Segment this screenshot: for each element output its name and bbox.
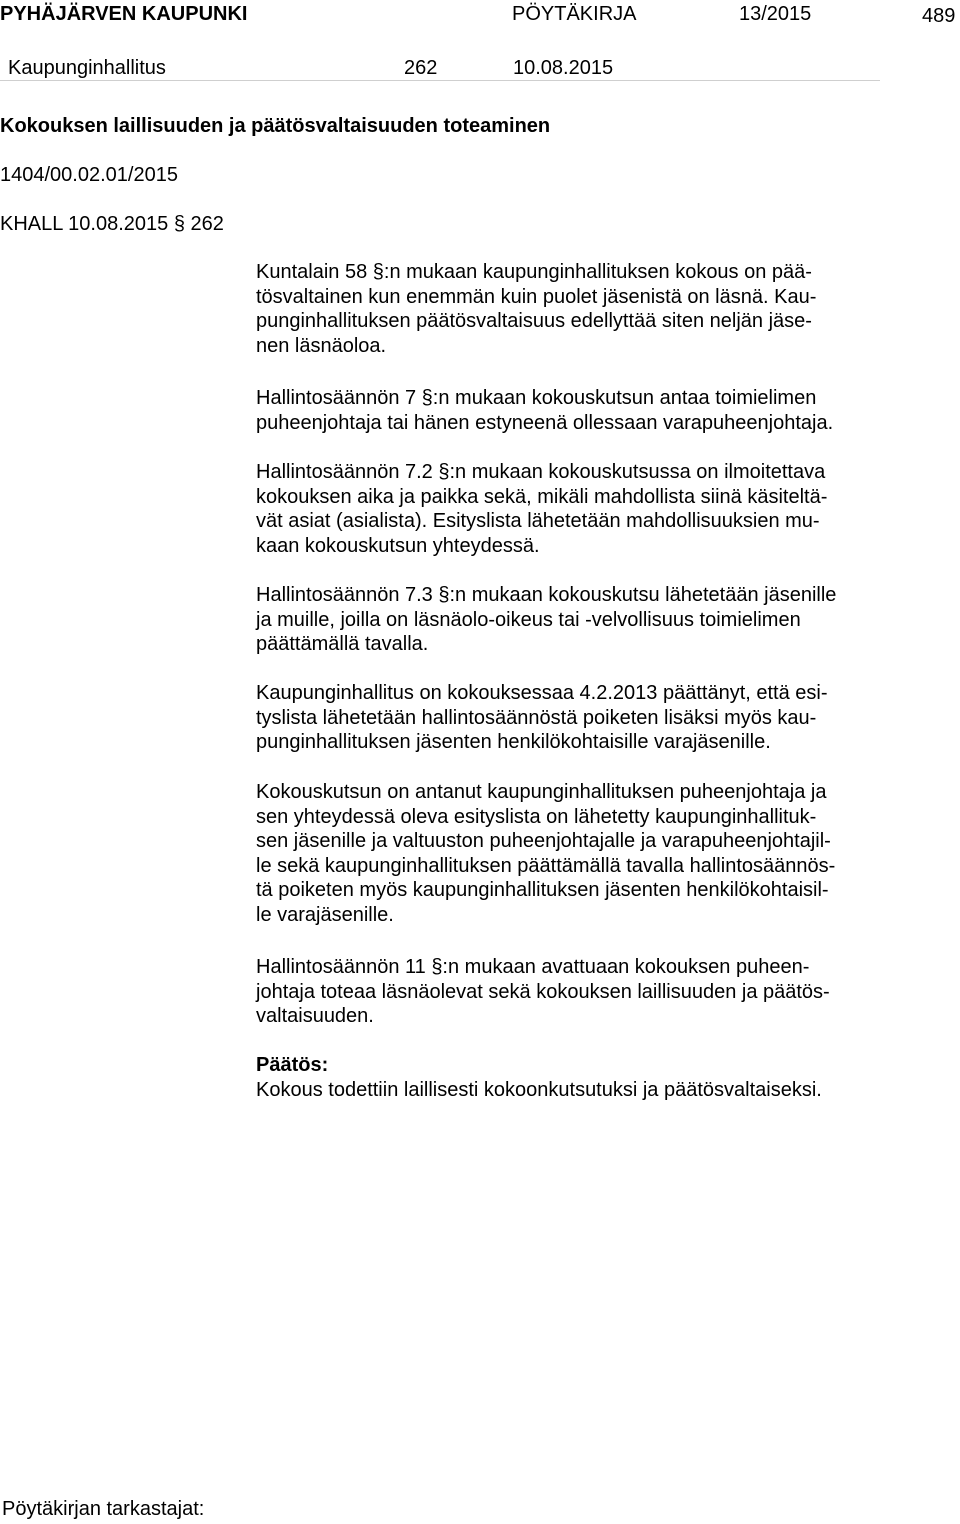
page-number: 489 bbox=[922, 5, 956, 27]
paragraph-line: päättämällä tavalla. bbox=[256, 633, 429, 655]
header-divider bbox=[0, 80, 880, 81]
paragraph-line: punginhallituksen jäsenten henkilökohtaisille varajäsenille. bbox=[256, 731, 771, 753]
paragraph-quorum-law bbox=[256, 260, 896, 358]
paragraph-line: Kuntalain 58 §:n mukaan kaupunginhallituksen kokous on pää- bbox=[256, 261, 812, 283]
section-number: 262 bbox=[404, 57, 438, 79]
body-name: Kaupunginhallitus bbox=[8, 57, 166, 79]
meeting-date: 10.08.2015 bbox=[513, 57, 614, 79]
paragraph-line: kaan kokouskutsun yhteydessä. bbox=[256, 534, 540, 557]
paragraph-line: puheenjohtaja tai hänen estyneenä ollessaan varapuheenjohtaja. bbox=[256, 411, 834, 434]
diary-number: 1404/00.02.01/2015 bbox=[0, 164, 178, 186]
paragraph-invitation-delivery bbox=[256, 583, 896, 657]
item-title: Kokouksen laillisuuden ja päätösvaltaisuuden toteaminen bbox=[0, 115, 551, 137]
paragraph-chair-duties bbox=[256, 955, 896, 1029]
paragraph-line: le sekä kaupunginhallituksen päättämällä tavalla hallintosäännös- bbox=[256, 854, 836, 877]
decision-label: Päätös: bbox=[256, 1054, 329, 1076]
paragraph-line: vät asiat (asialista). Esityslista lähetetään mahdollisuuksien mu- bbox=[256, 510, 820, 532]
paragraph-line: Hallintosäännön 7.3 §:n mukaan kokouskutsu lähetetään jäsenille bbox=[256, 584, 837, 606]
paragraph-line: tösvaltainen kun enemmän kuin puolet jäsenistä on läsnä. Kau- bbox=[256, 285, 817, 308]
document-type: PÖYTÄKIRJA bbox=[512, 3, 637, 25]
paragraph-line: sen jäsenille ja valtuuston puheenjohtajalle ja varapuheenjohtajil- bbox=[256, 830, 831, 852]
paragraph-line: Hallintosäännön 7 §:n mukaan kokouskutsun antaa toimielimen bbox=[256, 387, 817, 409]
organization-name: PYHÄJÄRVEN KAUPUNKI bbox=[0, 3, 248, 25]
paragraph-line: le varajäsenille. bbox=[256, 903, 394, 926]
reviewers-label: Pöytäkirjan tarkastajat: bbox=[2, 1498, 205, 1520]
decision-block bbox=[256, 1053, 896, 1102]
paragraph-line: valtaisuuden. bbox=[256, 1005, 374, 1027]
paragraph-line: kokouksen aika ja paikka sekä, mikäli mahdollista siinä käsiteltä- bbox=[256, 485, 828, 508]
paragraph-line: johtaja toteaa läsnäolevat sekä kokouksen laillisuuden ja päätös- bbox=[256, 980, 830, 1003]
paragraph-line: Kokouskutsun on antanut kaupunginhallituksen puheenjohtaja ja bbox=[256, 781, 827, 803]
paragraph-line: Hallintosäännön 11 §:n mukaan avattuaan kokouksen puheen- bbox=[256, 956, 810, 978]
meeting-number: 13/2015 bbox=[739, 3, 812, 25]
paragraph-line: sen yhteydessä oleva esityslista on lähetetty kaupunginhallituk- bbox=[256, 805, 817, 828]
paragraph-invitation-given bbox=[256, 780, 896, 927]
paragraph-line: tyslista lähetetään hallintosäännöstä poiketen lisäksi myös kau- bbox=[256, 706, 817, 729]
paragraph-invitation-content bbox=[256, 460, 896, 558]
paragraph-line: nen läsnäoloa. bbox=[256, 334, 387, 357]
paragraph-line: punginhallituksen päätösvaltaisuus edellyttää siten neljän jäse- bbox=[256, 310, 812, 332]
paragraph-invitation-issuer bbox=[256, 386, 896, 435]
paragraph-line: Kaupunginhallitus on kokouksessaa 4.2.2013 päättänyt, että esi- bbox=[256, 682, 828, 704]
paragraph-line: tä poiketen myös kaupunginhallituksen jäsenten henkilökohtaisil- bbox=[256, 879, 829, 901]
paragraph-line: ja muille, joilla on läsnäolo-oikeus tai -velvollisuus toimielimen bbox=[256, 608, 801, 631]
paragraph-board-decision bbox=[256, 681, 896, 755]
paragraph-line: Hallintosäännön 7.2 §:n mukaan kokouskutsussa on ilmoitettava bbox=[256, 461, 826, 483]
decision-text: Kokous todettiin laillisesti kokoonkutsutuksi ja päätösvaltaiseksi. bbox=[256, 1078, 822, 1101]
item-reference: KHALL 10.08.2015 § 262 bbox=[0, 213, 224, 235]
